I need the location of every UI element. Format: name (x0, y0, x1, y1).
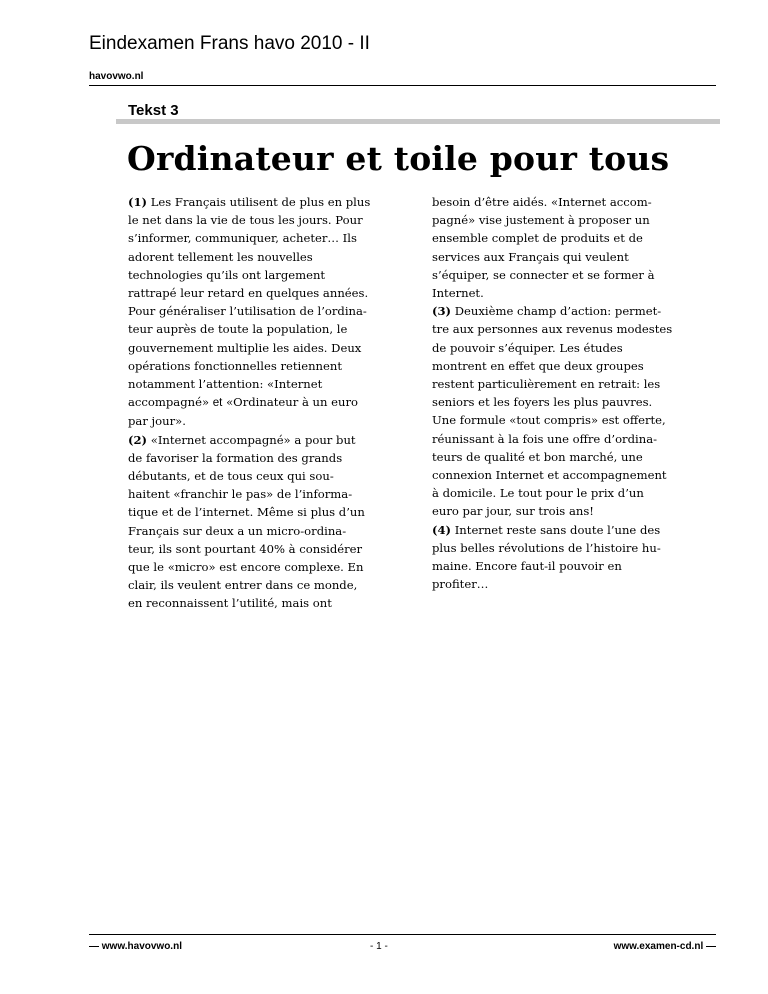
text-segment: teur, ils sont pourtant 40% à considérer (128, 541, 363, 556)
article-line (128, 594, 390, 612)
article-column-right (432, 193, 694, 593)
article-line (432, 575, 694, 593)
paragraph-number: (2) (128, 432, 148, 447)
article-column-left (128, 193, 390, 613)
article-line (432, 211, 694, 229)
article-line (128, 266, 390, 284)
text-segment: réunissant à la fois une offre d’ordina- (432, 431, 658, 446)
article-line (432, 539, 694, 557)
article-line (128, 503, 390, 521)
text-segment: de pouvoir s’équiper. Les études (432, 340, 623, 355)
article-line (432, 466, 694, 484)
article-line (128, 339, 390, 357)
text-segment: opérations fonctionnelles retiennent (128, 358, 343, 373)
text-segment: connexion Internet et accompagnement (432, 468, 667, 483)
article-line (128, 393, 390, 412)
footer-site-left: — www.havovwo.nl (89, 941, 182, 952)
article-line (432, 229, 694, 247)
article-line (432, 448, 694, 466)
text-segment: pagné» vise justement à proposer un (432, 213, 650, 228)
text-segment: accompagné» (128, 395, 213, 410)
article-line (128, 485, 390, 503)
article-line (128, 320, 390, 338)
article-line (128, 522, 390, 540)
article-line (128, 284, 390, 302)
text-segment: «Internet accompagné» a pour but (147, 432, 356, 447)
text-segment: Internet reste sans doute l’une des (451, 522, 661, 537)
text-segment: rattrapé leur retard en quelques années. (128, 286, 369, 301)
text-segment: «Ordinateur à un euro (222, 395, 359, 410)
text-segment: seniors et les foyers les plus pauvres. (432, 395, 653, 410)
article-line (432, 284, 694, 302)
article-line (432, 430, 694, 448)
article-line (432, 521, 694, 539)
article-line (432, 393, 694, 411)
section-label: Tekst 3 (128, 102, 179, 119)
text-segment: notamment l’attention: «Internet (128, 377, 323, 392)
article-line (128, 302, 390, 320)
paragraph-number: (3) (432, 304, 452, 319)
article-line (432, 484, 694, 502)
text-segment: gouvernement multiplie les aides. Deux (128, 340, 362, 355)
article-title: Ordinateur et toile pour tous (127, 139, 670, 178)
article-line (128, 375, 390, 393)
article-line (432, 339, 694, 357)
article-line (128, 248, 390, 266)
article-line (432, 266, 694, 284)
text-segment: technologies qu’ils ont largement (128, 267, 326, 282)
text-segment: tre aux personnes aux revenus modestes (432, 322, 673, 337)
article-line (128, 558, 390, 576)
text-segment: clair, ils veulent entrer dans ce monde, (128, 578, 358, 593)
site-label: havovwo.nl (89, 71, 144, 82)
footer-site-right: www.examen-cd.nl — (613, 941, 716, 952)
text-segment: Internet. (432, 286, 484, 301)
text-segment: adorent tellement les nouvelles (128, 249, 313, 264)
text-segment: Pour généraliser l’utilisation de l’ordina- (128, 304, 367, 319)
text-segment: à domicile. Le tout pour le prix d’un (432, 486, 644, 501)
article-line (128, 357, 390, 375)
text-segment: plus belles révolutions de l’histoire hu- (432, 540, 661, 555)
article-line (432, 411, 694, 429)
article-line (128, 211, 390, 229)
text-segment: et (212, 396, 223, 410)
section-divider-bar (116, 119, 720, 124)
text-segment: le net dans la vie de tous les jours. Pour (128, 213, 363, 228)
article-line (432, 320, 694, 338)
article-line (432, 502, 694, 520)
text-segment: de favoriser la formation des grands (128, 450, 343, 465)
text-segment: par jour». (128, 414, 186, 429)
text-segment: Deuxième champ d’action: permet- (451, 304, 662, 319)
text-segment: tique et de l’internet. Même si plus d’un (128, 505, 365, 520)
article-line (432, 375, 694, 393)
text-segment: Les Français utilisent de plus en plus (147, 195, 371, 209)
page-number: - 1 - (370, 941, 388, 952)
article-line (128, 449, 390, 467)
text-segment: besoin d’être aidés. «Internet accom- (432, 195, 652, 209)
text-segment: Une formule «tout compris» est offerte, (432, 413, 666, 428)
header-divider (89, 85, 716, 86)
text-segment: teurs de qualité et bon marché, une (432, 449, 643, 464)
text-segment: Français sur deux a un micro-ordina- (128, 523, 347, 538)
footer-divider (89, 934, 716, 935)
article-line (432, 302, 694, 320)
text-segment: haitent «franchir le pas» de l’informa- (128, 487, 353, 502)
text-segment: restent particulièrement en retrait: les (432, 377, 661, 392)
article-line (432, 557, 694, 575)
article-line (128, 229, 390, 247)
text-segment: ensemble complet de produits et de (432, 231, 643, 246)
article-line (128, 467, 390, 485)
text-segment: débutants, et de tous ceux qui sou- (128, 469, 334, 484)
text-segment: profiter… (432, 577, 489, 592)
text-segment: euro par jour, sur trois ans! (432, 504, 594, 519)
article-line (128, 576, 390, 594)
text-segment: montrent en effet que deux groupes (432, 358, 644, 373)
text-segment: que le «micro» est encore complexe. En (128, 560, 364, 575)
text-segment: teur auprès de toute la population, le (128, 322, 348, 337)
article-line (128, 431, 390, 449)
text-segment: s’équiper, se connecter et se former à (432, 267, 655, 282)
paragraph-number: (4) (432, 522, 452, 537)
paragraph-number: (1) (128, 195, 148, 209)
article-line (128, 193, 390, 211)
article-line (432, 193, 694, 211)
exam-title: Eindexamen Frans havo 2010 - II (89, 33, 370, 54)
text-segment: services aux Français qui veulent (432, 249, 629, 264)
article-line (432, 248, 694, 266)
text-segment: s’informer, communiquer, acheter… Ils (128, 231, 357, 246)
text-segment: en reconnaissent l’utilité, mais ont (128, 596, 332, 611)
article-line (432, 357, 694, 375)
article-line (128, 412, 390, 430)
article-line (128, 540, 390, 558)
text-segment: maine. Encore faut-il pouvoir en (432, 559, 622, 574)
